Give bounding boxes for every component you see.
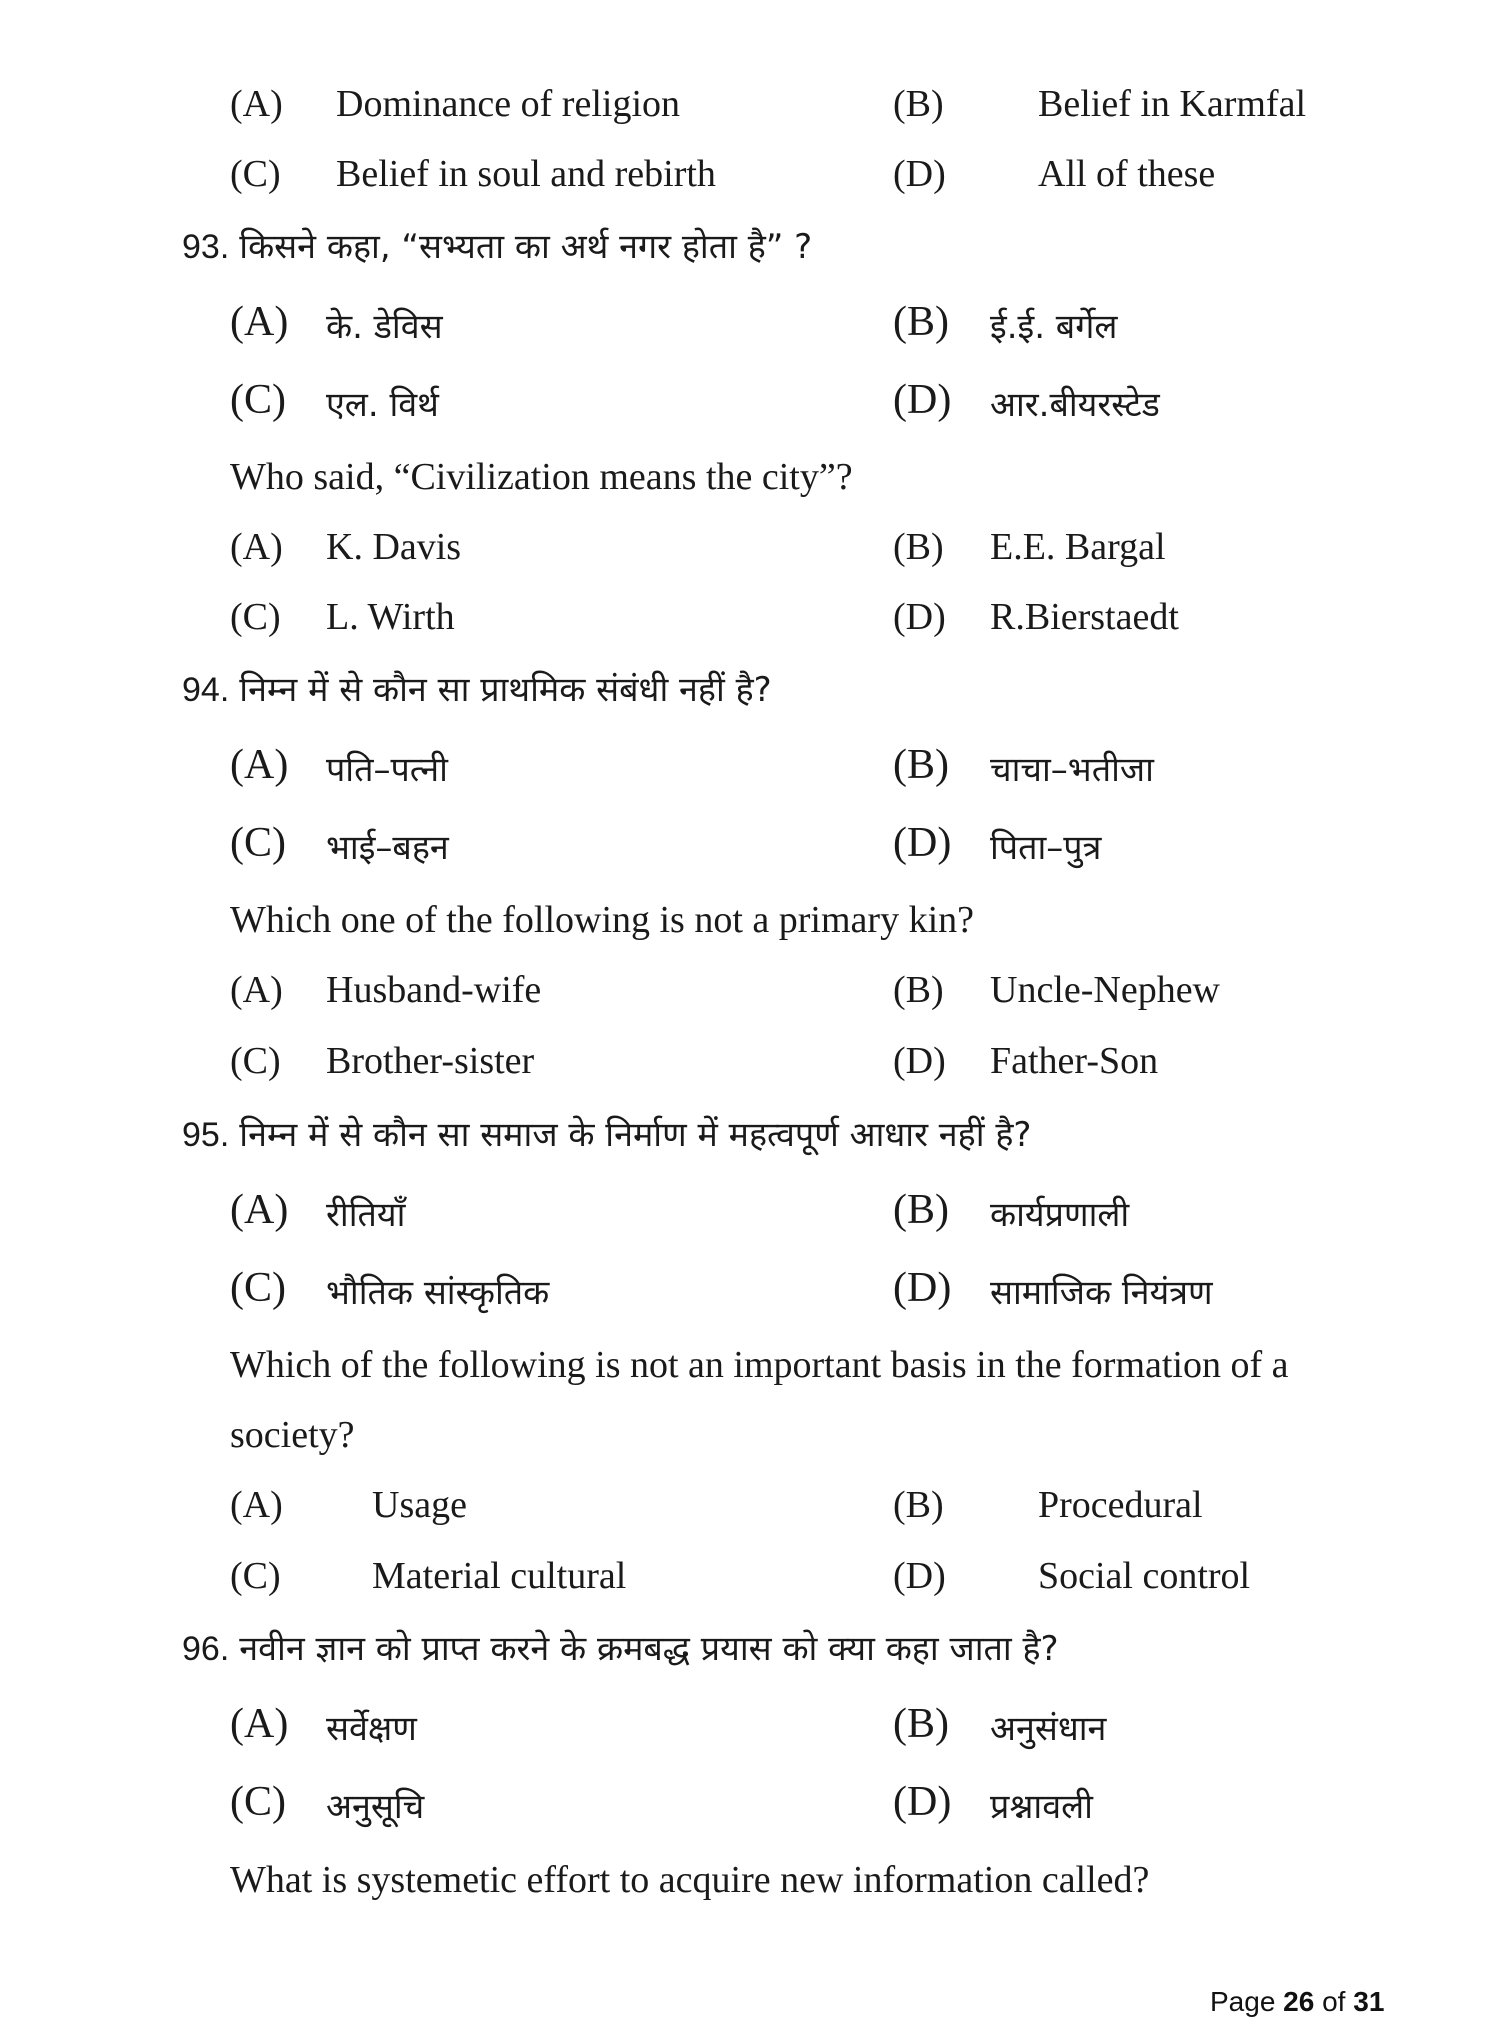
q94-hindi-option-d-text: पिता–पुत्र — [990, 828, 1102, 868]
q96-hindi-text: नवीन ज्ञान को प्राप्त करने के क्रमबद्ध प्रयास को क्या कहा जाता है? — [239, 1629, 1059, 1669]
q96-hindi-option-c-letter: (C) — [230, 1779, 286, 1825]
q96-number: 96. — [182, 1630, 230, 1668]
q93-option-c-letter: (C) — [230, 596, 281, 638]
q93-hindi-option-b-letter: (B) — [893, 299, 949, 345]
q94-hindi-option-b-letter: (B) — [893, 742, 949, 788]
q95-hindi-option-b-letter: (B) — [893, 1187, 949, 1233]
q95-hindi-question — [182, 1110, 1031, 1156]
page-number-total: 31 — [1353, 1986, 1385, 2017]
q95-hindi-option-c-letter: (C) — [230, 1265, 286, 1311]
q94-hindi-option-d-letter: (D) — [893, 820, 952, 866]
q96-hindi-option-a-letter: (A) — [230, 1701, 289, 1747]
q93-option-c-text: L. Wirth — [326, 596, 455, 638]
q92-option-a-letter: (A) — [230, 83, 283, 125]
q94-hindi-option-c-text: भाई–बहन — [326, 828, 449, 868]
q93-hindi-option-c-text: एल. विर्थ — [326, 385, 439, 425]
q94-hindi-text: निम्न में से कौन सा प्राथमिक संबंधी नहीं है? — [239, 670, 772, 710]
q95-option-c-letter: (C) — [230, 1555, 281, 1597]
q96-hindi-option-b-text: अनुसंधान — [990, 1709, 1107, 1749]
q95-hindi-option-c-text: भौतिक सांस्कृतिक — [326, 1273, 550, 1313]
q94-hindi-option-a-text: पति–पत्नी — [326, 750, 448, 790]
q93-hindi-option-d-text: आर.बीयरस्टेड — [990, 385, 1160, 425]
q94-hindi-option-c-letter: (C) — [230, 820, 286, 866]
q92-option-b-text: Belief in Karmfal — [1038, 83, 1307, 125]
q93-option-a-text: K. Davis — [326, 526, 462, 568]
q96-hindi-option-b-letter: (B) — [893, 1701, 949, 1747]
q94-option-c-letter: (C) — [230, 1040, 281, 1082]
q92-option-d-letter: (D) — [893, 153, 946, 195]
q96-hindi-option-a-text: सर्वेक्षण — [326, 1709, 417, 1749]
q94-hindi-option-b-text: चाचा–भतीजा — [990, 750, 1154, 790]
q96-english-question: What is systemetic effort to acquire new information called? — [230, 1859, 1150, 1901]
q96-hindi-question — [182, 1624, 1059, 1670]
page-number-prefix: Page — [1210, 1986, 1284, 2017]
q95-option-b-text: Procedural — [1038, 1484, 1203, 1526]
q94-option-b-letter: (B) — [893, 969, 944, 1011]
q93-number: 93. — [182, 228, 230, 266]
q95-option-d-letter: (D) — [893, 1555, 946, 1597]
q96-hindi-option-c-text: अनुसूचि — [326, 1787, 425, 1827]
q94-option-a-text: Husband-wife — [326, 969, 542, 1011]
q93-hindi-option-b-text: ई.ई. बर्गेल — [990, 307, 1118, 347]
q93-hindi-option-a-text: के. डेविस — [326, 307, 443, 347]
q92-option-d-text: All of these — [1038, 153, 1216, 195]
q93-hindi-option-d-letter: (D) — [893, 377, 952, 423]
q92-option-b-letter: (B) — [893, 83, 944, 125]
q93-hindi-question — [182, 222, 812, 268]
q94-hindi-option-a-letter: (A) — [230, 742, 289, 788]
q95-hindi-option-b-text: कार्यप्रणाली — [990, 1195, 1130, 1235]
q95-english-question-line1: Which of the following is not an important basis in the formation of a — [230, 1344, 1289, 1386]
q93-hindi-option-a-letter: (A) — [230, 299, 289, 345]
q93-option-b-letter: (B) — [893, 526, 944, 568]
q93-option-b-text: E.E. Bargal — [990, 526, 1166, 568]
q92-option-a-text: Dominance of religion — [336, 83, 681, 125]
page-number-middle: of — [1314, 1986, 1354, 2017]
q93-option-a-letter: (A) — [230, 526, 283, 568]
q93-option-d-text: R.Bierstaedt — [990, 596, 1179, 638]
q95-option-a-letter: (A) — [230, 1484, 283, 1526]
q95-option-c-text: Material cultural — [372, 1555, 627, 1597]
q92-option-c-text: Belief in soul and rebirth — [336, 153, 716, 195]
q94-option-d-letter: (D) — [893, 1040, 946, 1082]
q95-english-question-line2: society? — [230, 1414, 355, 1456]
q95-hindi-text: निम्न में से कौन सा समाज के निर्माण में महत्वपूर्ण आधार नहीं है? — [239, 1115, 1032, 1155]
q96-hindi-option-d-letter: (D) — [893, 1779, 952, 1825]
q92-option-c-letter: (C) — [230, 153, 281, 195]
q95-hindi-option-a-letter: (A) — [230, 1187, 289, 1233]
q94-option-c-text: Brother-sister — [326, 1040, 535, 1082]
q94-option-b-text: Uncle-Nephew — [990, 969, 1221, 1011]
q96-hindi-option-d-text: प्रश्नावली — [990, 1787, 1093, 1827]
q95-option-a-text: Usage — [372, 1484, 467, 1526]
q93-option-d-letter: (D) — [893, 596, 946, 638]
q94-english-question: Which one of the following is not a primary kin? — [230, 899, 974, 941]
q93-hindi-option-c-letter: (C) — [230, 377, 286, 423]
q95-hindi-option-a-text: रीतियाँ — [326, 1195, 406, 1235]
page-number — [1210, 1986, 1384, 2018]
q94-hindi-question — [182, 665, 772, 711]
q95-number: 95. — [182, 1116, 230, 1154]
q95-hindi-option-d-text: सामाजिक नियंत्रण — [990, 1273, 1213, 1313]
q93-english-question: Who said, “Civilization means the city”? — [230, 456, 853, 498]
q94-number: 94. — [182, 671, 230, 709]
q94-option-a-letter: (A) — [230, 969, 283, 1011]
q95-hindi-option-d-letter: (D) — [893, 1265, 952, 1311]
q94-option-d-text: Father-Son — [990, 1040, 1159, 1082]
q95-option-d-text: Social control — [1038, 1555, 1251, 1597]
page-number-current: 26 — [1283, 1986, 1315, 2017]
q95-option-b-letter: (B) — [893, 1484, 944, 1526]
q93-hindi-text: किसने कहा, “सभ्यता का अर्थ नगर होता है” ? — [239, 227, 813, 267]
